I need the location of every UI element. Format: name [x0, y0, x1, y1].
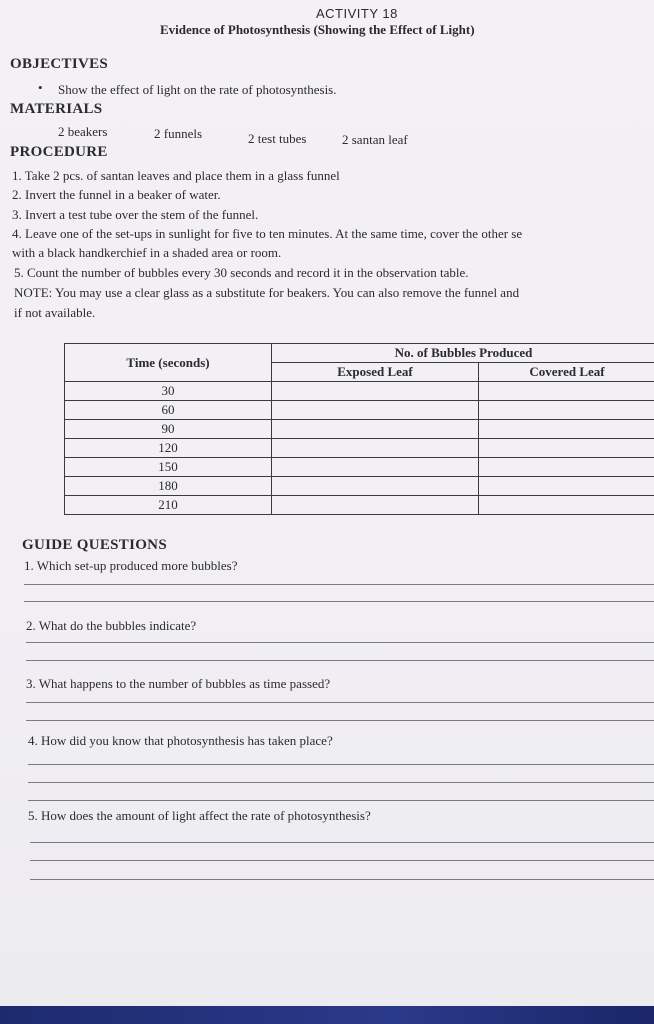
answer-line[interactable]: [28, 800, 654, 801]
time-cell: 30: [65, 382, 272, 401]
answer-line[interactable]: [26, 660, 654, 661]
exposed-cell[interactable]: [272, 401, 479, 420]
exposed-cell[interactable]: [272, 477, 479, 496]
procedure-step: 1. Take 2 pcs. of santan leaves and place them in a glass funnel: [12, 168, 340, 183]
covered-cell[interactable]: [479, 401, 654, 420]
bullet-icon: •: [38, 80, 43, 95]
material-item: 2 funnels: [154, 126, 203, 141]
covered-cell[interactable]: [479, 420, 654, 439]
answer-line[interactable]: [24, 584, 654, 585]
procedure-note: NOTE: You may use a clear glass as a substitute for beakers. You can also remove the funnel and: [14, 285, 520, 300]
guide-question: 2. What do the bubbles indicate?: [26, 618, 197, 633]
answer-line[interactable]: [28, 764, 654, 765]
answer-line[interactable]: [26, 702, 654, 703]
covered-cell[interactable]: [479, 477, 654, 496]
procedure-heading: PROCEDURE: [10, 144, 108, 160]
answer-line[interactable]: [30, 879, 654, 880]
guide-questions-heading: GUIDE QUESTIONS: [22, 537, 167, 553]
answer-line[interactable]: [24, 601, 654, 602]
answer-line[interactable]: [30, 842, 654, 843]
time-header: Time (seconds): [65, 344, 272, 382]
activity-title: Evidence of Photosynthesis (Showing the Effect of Light): [160, 22, 475, 37]
table-row: [65, 401, 654, 420]
table-row: [65, 458, 654, 477]
covered-cell[interactable]: [479, 439, 654, 458]
observation-table: [64, 343, 654, 515]
bubbles-header: No. of Bubbles Produced: [272, 344, 654, 363]
objective-item: Show the effect of light on the rate of photosynthesis.: [58, 82, 337, 97]
exposed-cell[interactable]: [272, 420, 479, 439]
material-item: 2 test tubes: [248, 131, 307, 146]
procedure-step: 4. Leave one of the set-ups in sunlight for five to ten minutes. At the same time, cover the other se: [12, 226, 523, 241]
objectives-heading: OBJECTIVES: [10, 56, 109, 72]
guide-question: 3. What happens to the number of bubbles as time passed?: [26, 676, 331, 691]
answer-line[interactable]: [30, 860, 654, 861]
table-row: [65, 496, 654, 515]
time-cell: 180: [65, 477, 272, 496]
guide-question: 4. How did you know that photosynthesis has taken place?: [28, 733, 333, 748]
material-item: 2 santan leaf: [342, 132, 408, 147]
time-cell: 150: [65, 458, 272, 477]
exposed-cell[interactable]: [272, 496, 479, 515]
answer-line[interactable]: [28, 782, 654, 783]
covered-cell[interactable]: [479, 382, 654, 401]
table-row: [65, 477, 654, 496]
table-row: [65, 439, 654, 458]
table-row: [65, 420, 654, 439]
procedure-step: 2. Invert the funnel in a beaker of water.: [12, 187, 221, 202]
procedure-step: 3. Invert a test tube over the stem of the funnel.: [12, 207, 259, 222]
exposed-cell[interactable]: [272, 458, 479, 477]
background-edge: [0, 1006, 654, 1024]
activity-number: ACTIVITY 18: [316, 6, 398, 21]
time-cell: 90: [65, 420, 272, 439]
exposed-cell[interactable]: [272, 382, 479, 401]
time-cell: 60: [65, 401, 272, 420]
procedure-step: 5. Count the number of bubbles every 30 seconds and record it in the observation table.: [14, 265, 469, 280]
answer-line[interactable]: [26, 720, 654, 721]
table-row: [65, 382, 654, 401]
answer-line[interactable]: [26, 642, 654, 643]
exposed-leaf-header: Exposed Leaf: [272, 363, 479, 382]
guide-question: 5. How does the amount of light affect the rate of photosynthesis?: [28, 808, 371, 823]
covered-cell[interactable]: [479, 458, 654, 477]
time-cell: 120: [65, 439, 272, 458]
time-cell: 210: [65, 496, 272, 515]
materials-heading: MATERIALS: [10, 101, 103, 117]
procedure-note: if not available.: [14, 305, 96, 320]
material-item: 2 beakers: [58, 124, 108, 139]
covered-cell[interactable]: [479, 496, 654, 515]
guide-question: 1. Which set-up produced more bubbles?: [24, 558, 238, 573]
procedure-step: with a black handkerchief in a shaded area or room.: [12, 245, 282, 260]
covered-leaf-header: Covered Leaf: [479, 363, 654, 382]
exposed-cell[interactable]: [272, 439, 479, 458]
